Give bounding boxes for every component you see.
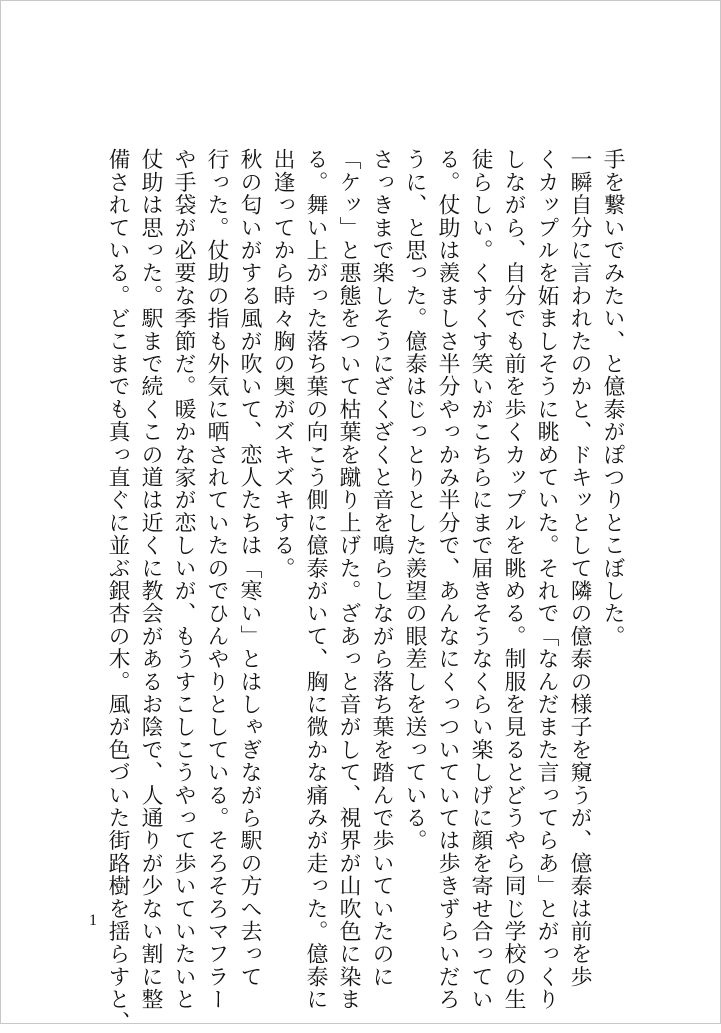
text-line: 手を繋いでみたい、と億泰がぽつりとこぼした。 (600, 148, 625, 648)
text-line: さっきまで楽しそうにざくざくと音を鳴らしながら落ち葉を踏んで歩いていたのに (369, 148, 394, 988)
text-line: 一瞬自分に言われたのかと、ドキッとして隣の億泰の様子を窺うが、億泰は前を歩 (567, 148, 592, 988)
text-line: くカップルを妬ましそうに眺めていた。それで「なんだまた言ってらあ」とがっくり (534, 148, 559, 1011)
text-line: 秋の匂いがする風が吹いて、恋人たちは「寒い」とはしゃぎながら駅の方へ去って (237, 148, 262, 988)
page-number: 1 (89, 912, 97, 929)
text-line: 「ケッ」と悪態をついて枯葉を蹴り上げた。ざあっと音がして、視界が山吹色に染ま (336, 148, 361, 1011)
novel-body-text (101, 148, 629, 1033)
text-line: 備されている。どこまでも真っ直ぐに並ぶ銀杏の木。風が色づいた街路樹を揺らすと、 (105, 148, 130, 1033)
text-line: や手袋が必要な季節だ。暖かな家が恋しいが、もうすこしこうやって歩いていたいと (171, 148, 196, 1011)
text-line: 出逢ってから時々胸の奥がズキズキする。 (270, 148, 295, 580)
text-line: 徒らしい。くすくす笑いがこちらにまで届きそうなくらい楽しげに顔を寄せ合ってい (468, 148, 493, 1011)
text-line: しながら、自分でも前を歩くカップルを眺める。制服を見るとどうやら同じ学校の生 (501, 148, 526, 1011)
text-line: 行った。仗助の指も外気に晒されていたのでひんやりとしている。そろそろマフラー (204, 148, 229, 1011)
text-line: る。舞い上がった落ち葉の向こう側に億泰がいて、胸に微かな痛みが走った。億泰に (303, 148, 328, 1011)
text-line: 仗助は思った。駅まで続くこの道は近くに教会があるお陰で、人通りが少ない割に整 (138, 148, 163, 1011)
text-line: る。仗助は羨ましさ半分やっかみ半分で、あんなにくっついていては歩きずらいだろ (435, 148, 460, 1011)
text-line: うに、と思った。億泰はじっとりとした羨望の眼差しを送っている。 (402, 148, 427, 852)
